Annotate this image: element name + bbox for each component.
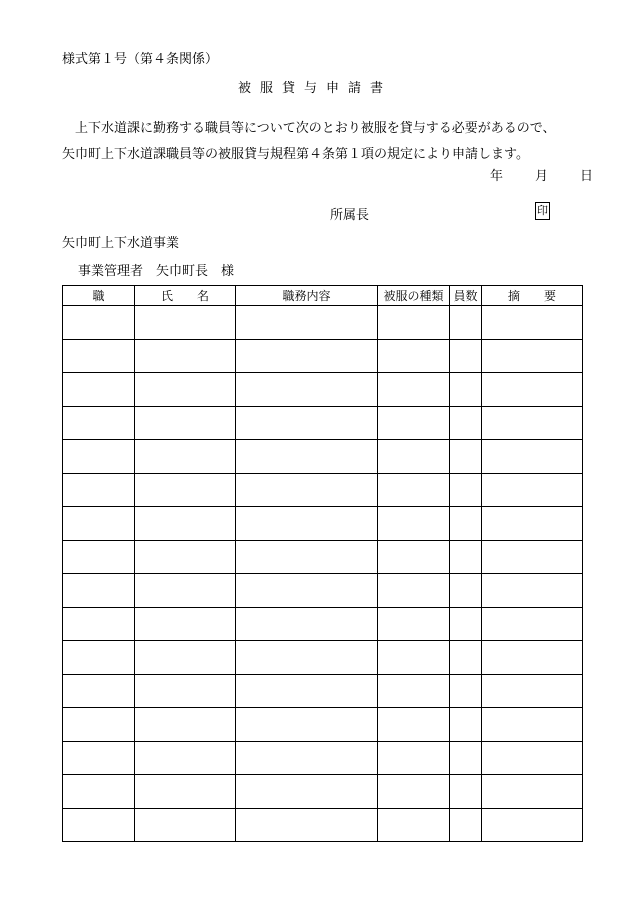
name-cell[interactable] [135,306,236,340]
remarks-cell[interactable] [482,473,583,507]
table-row [63,741,583,775]
name-cell[interactable] [135,775,236,809]
duties-cell[interactable] [236,708,378,742]
position-cell[interactable] [63,507,135,541]
addressee-organization: 矢巾町上下水道事業 [62,236,180,251]
clothing-type-cell[interactable] [378,674,450,708]
clothing-type-cell[interactable] [378,741,450,775]
applicant-label: 所属長 [330,208,370,223]
duties-cell[interactable] [236,440,378,474]
remarks-cell[interactable] [482,540,583,574]
header-clothing-type: 被服の種類 [378,286,450,306]
duties-cell[interactable] [236,406,378,440]
clothing-type-cell[interactable] [378,373,450,407]
position-cell[interactable] [63,708,135,742]
date-day: 日 [580,169,594,184]
position-cell[interactable] [63,808,135,842]
clothing-type-cell[interactable] [378,406,450,440]
remarks-cell[interactable] [482,708,583,742]
clothing-type-cell[interactable] [378,440,450,474]
position-cell[interactable] [63,306,135,340]
body-text-line-2: 矢巾町上下水道課職員等の被服貸与規程第４条第１項の規定により申請します。 [62,147,529,162]
duties-cell[interactable] [236,641,378,675]
clothing-type-cell[interactable] [378,708,450,742]
remarks-cell[interactable] [482,406,583,440]
remarks-cell[interactable] [482,641,583,675]
quantity-cell[interactable] [450,440,482,474]
quantity-cell[interactable] [450,641,482,675]
clothing-type-cell[interactable] [378,808,450,842]
clothing-type-cell[interactable] [378,775,450,809]
table-row [63,540,583,574]
date-month: 月 [535,169,549,184]
duties-cell[interactable] [236,775,378,809]
quantity-cell[interactable] [450,775,482,809]
quantity-cell[interactable] [450,306,482,340]
position-cell[interactable] [63,339,135,373]
duties-cell[interactable] [236,373,378,407]
duties-cell[interactable] [236,540,378,574]
name-cell[interactable] [135,607,236,641]
clothing-type-cell[interactable] [378,641,450,675]
seal-mark: 印 [535,202,550,220]
table-header-row [63,286,583,306]
body-text-line-1: 上下水道課に勤務する職員等について次のとおり被服を貸与する必要があるので、 [62,121,556,136]
date-line [490,165,593,184]
addressee-person: 事業管理者 矢巾町長 様 [78,264,235,279]
name-cell[interactable] [135,641,236,675]
quantity-cell[interactable] [450,808,482,842]
table-body [63,306,583,842]
table-row [63,339,583,373]
quantity-cell[interactable] [450,473,482,507]
table-row [63,641,583,675]
remarks-cell[interactable] [482,574,583,608]
remarks-cell[interactable] [482,607,583,641]
name-cell[interactable] [135,406,236,440]
remarks-cell[interactable] [482,440,583,474]
table-row [63,440,583,474]
position-cell[interactable] [63,775,135,809]
name-cell[interactable] [135,540,236,574]
clothing-type-cell[interactable] [378,306,450,340]
remarks-cell[interactable] [482,339,583,373]
clothing-type-cell[interactable] [378,473,450,507]
quantity-cell[interactable] [450,540,482,574]
quantity-cell[interactable] [450,708,482,742]
quantity-cell[interactable] [450,339,482,373]
name-cell[interactable] [135,339,236,373]
name-cell[interactable] [135,473,236,507]
position-cell[interactable] [63,440,135,474]
position-cell[interactable] [63,741,135,775]
position-cell[interactable] [63,574,135,608]
name-cell[interactable] [135,808,236,842]
name-cell[interactable] [135,674,236,708]
table-row [63,808,583,842]
duties-cell[interactable] [236,808,378,842]
position-cell[interactable] [63,540,135,574]
clothing-type-cell[interactable] [378,574,450,608]
remarks-cell[interactable] [482,741,583,775]
duties-cell[interactable] [236,674,378,708]
header-quantity: 員数 [450,286,482,306]
table-row [63,775,583,809]
quantity-cell[interactable] [450,507,482,541]
request-table [62,285,583,842]
quantity-cell[interactable] [450,406,482,440]
duties-cell[interactable] [236,741,378,775]
table-row [63,473,583,507]
table-row [63,607,583,641]
table-row [63,306,583,340]
table-row [63,674,583,708]
clothing-type-cell[interactable] [378,339,450,373]
header-remarks: 摘 要 [482,286,583,306]
position-cell[interactable] [63,373,135,407]
duties-cell[interactable] [236,473,378,507]
name-cell[interactable] [135,507,236,541]
table-row [63,373,583,407]
quantity-cell[interactable] [450,741,482,775]
table-row [63,406,583,440]
name-cell[interactable] [135,574,236,608]
clothing-type-cell[interactable] [378,607,450,641]
header-name: 氏 名 [135,286,236,306]
clothing-type-cell[interactable] [378,507,450,541]
position-cell[interactable] [63,406,135,440]
remarks-cell[interactable] [482,507,583,541]
remarks-cell[interactable] [482,674,583,708]
remarks-cell[interactable] [482,306,583,340]
quantity-cell[interactable] [450,607,482,641]
remarks-cell[interactable] [482,373,583,407]
header-position: 職 [63,286,135,306]
position-cell[interactable] [63,473,135,507]
table-row [63,507,583,541]
form-title: 被服貸与申請書 [237,81,392,96]
duties-cell[interactable] [236,306,378,340]
name-cell[interactable] [135,373,236,407]
position-cell[interactable] [63,607,135,641]
duties-cell[interactable] [236,339,378,373]
name-cell[interactable] [135,708,236,742]
duties-cell[interactable] [236,607,378,641]
remarks-cell[interactable] [482,775,583,809]
quantity-cell[interactable] [450,373,482,407]
clothing-type-cell[interactable] [378,540,450,574]
form-reference: 様式第１号（第４条関係） [62,52,219,67]
name-cell[interactable] [135,440,236,474]
position-cell[interactable] [63,641,135,675]
header-duties: 職務内容 [236,286,378,306]
position-cell[interactable] [63,674,135,708]
table-row [63,708,583,742]
quantity-cell[interactable] [450,574,482,608]
duties-cell[interactable] [236,574,378,608]
duties-cell[interactable] [236,507,378,541]
remarks-cell[interactable] [482,808,583,842]
date-year: 年 [490,169,504,184]
table-row [63,574,583,608]
quantity-cell[interactable] [450,674,482,708]
name-cell[interactable] [135,741,236,775]
